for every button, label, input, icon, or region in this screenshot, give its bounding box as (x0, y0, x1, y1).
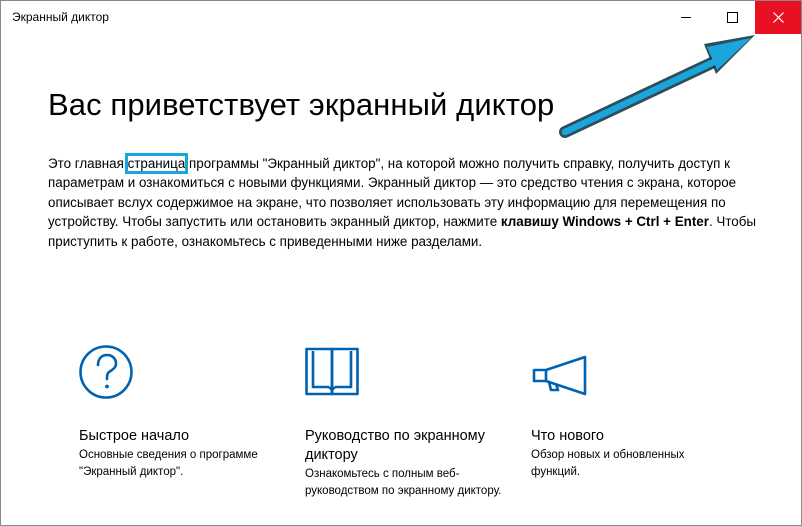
card-whats-new[interactable] (531, 343, 731, 481)
intro-text-end: . Чтобы приступить к работе, ознакомьтесь с приведенными ниже разделами. (48, 214, 757, 249)
close-icon (773, 12, 784, 23)
title-bar[interactable] (1, 1, 801, 34)
maximize-button[interactable] (709, 1, 755, 34)
keyboard-shortcut: клавишу Windows + Ctrl + Enter (500, 214, 709, 230)
book-icon (305, 343, 363, 401)
highlighted-word: страница (127, 156, 186, 171)
card-quick-start[interactable] (79, 343, 279, 481)
card-title[interactable]: Руководство по экранному диктору (305, 428, 486, 463)
close-button[interactable] (755, 1, 801, 34)
window-title: Экранный диктор (12, 10, 109, 24)
intro-text-middle: программы "Экранный диктор", на которой можно получить справку, получить доступ к параметрам и ознакомиться с новыми функциями. Экранный диктор — это средство чтения с экрана, которое описывает вслух содержимое на экране, что позволяет использовать эту информацию для перемещения по устройству. Чтобы запустить или остановить экранный диктор, нажмите (48, 156, 737, 230)
card-description: Ознакомьтесь с полным веб-руководством по экранному диктору. (305, 468, 502, 497)
card-guide[interactable] (305, 343, 505, 500)
megaphone-icon (531, 343, 589, 401)
question-circle-icon (79, 343, 137, 401)
maximize-icon (727, 12, 738, 23)
page-heading: Вас приветствует экранный диктор (48, 87, 555, 122)
card-description: Основные сведения о программе "Экранный диктор". (79, 449, 258, 478)
card-description: Обзор новых и обновленных функций. (531, 449, 685, 478)
intro-paragraph (48, 154, 763, 251)
minimize-icon (681, 17, 691, 18)
card-title[interactable]: Быстрое начало (79, 428, 190, 444)
intro-text-start: Это главная (48, 156, 128, 171)
minimize-button[interactable] (663, 1, 709, 34)
card-title[interactable]: Что нового (531, 428, 604, 444)
